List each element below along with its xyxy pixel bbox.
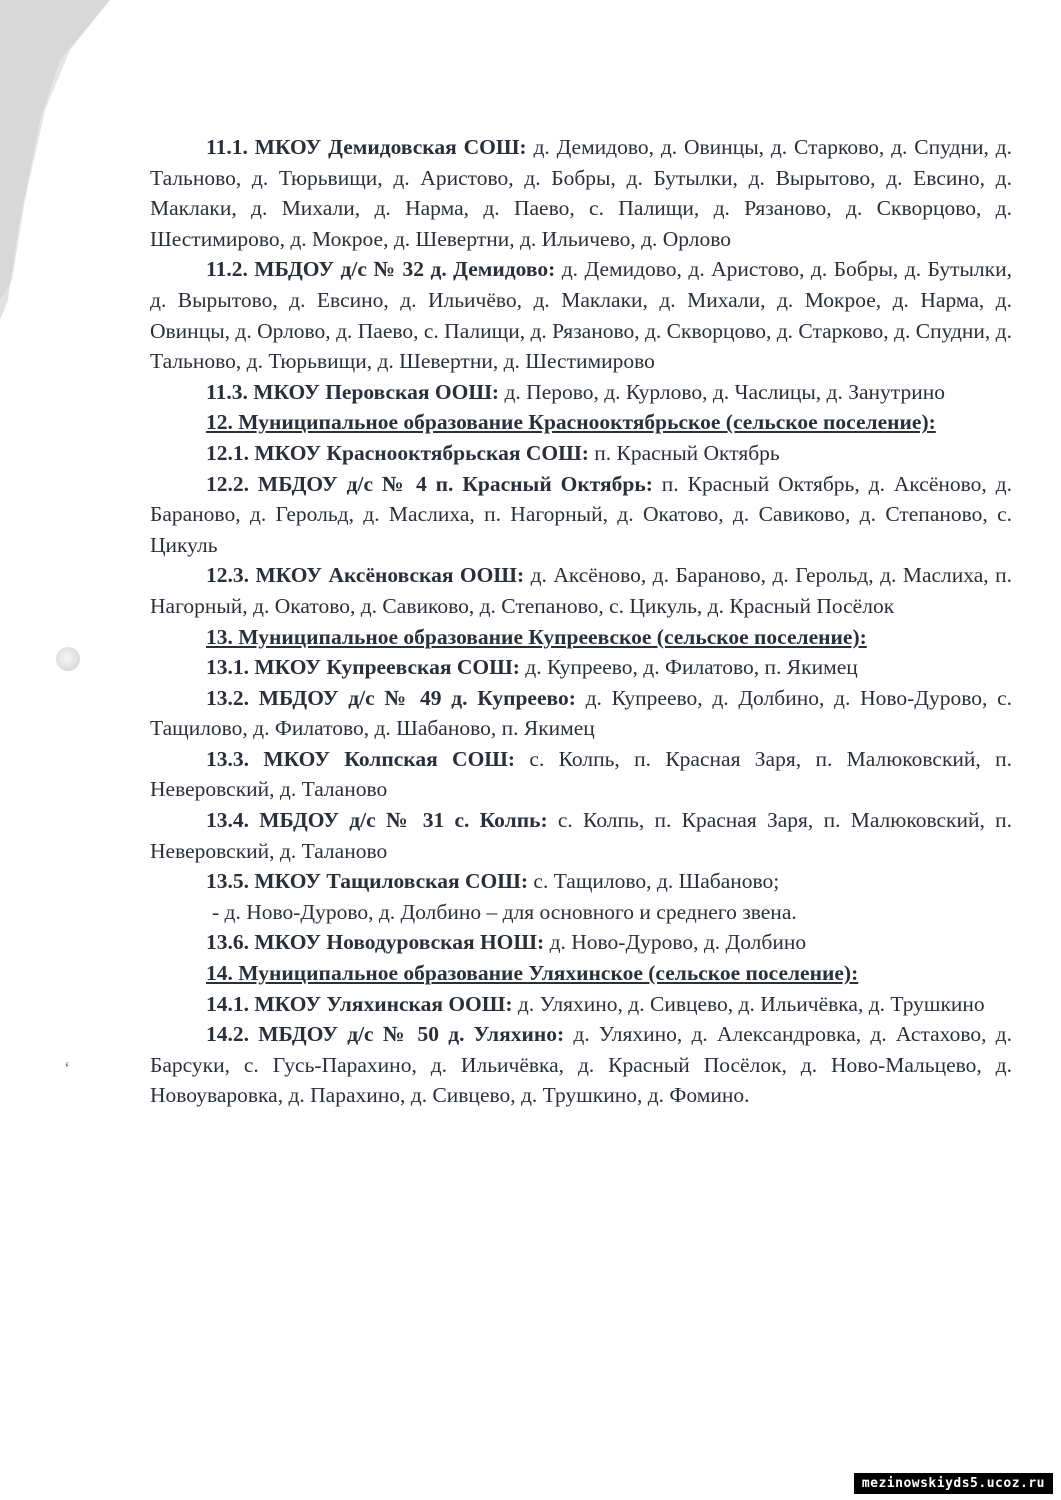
section-heading: [150, 958, 1012, 989]
institution-name: 12.1. МКОУ Краснооктябрьская СОШ:: [206, 440, 589, 465]
punch-hole-upper: [56, 647, 80, 671]
institution-entry: [150, 438, 1012, 469]
institution-entry: [150, 744, 1012, 805]
scan-mark: ʻ: [64, 1058, 70, 1078]
institution-name: 12.3. МКОУ Аксёновская ООШ:: [206, 563, 525, 588]
settlement-list: п. Красный Октябрь, д. Аксёново, д. Бараново, д. Герольд, д. Маслиха, п. Нагорный, д. Окатово, д. Савиково, д. Степаново, с. Цикуль: [150, 471, 1012, 557]
institution-name: 11.2. МБДОУ д/с № 32 д. Демидово:: [206, 257, 556, 282]
settlement-list: д. Аксёново, д. Бараново, д. Герольд, д. Маслиха, п. Нагорный, д. Окатово, д. Савиково, д. Степаново, с. Цикуль, д. Красный Посёлок: [150, 563, 1012, 618]
section-heading-text: 14. Муниципальное образование Уляхинское (сельское поселение):: [206, 961, 859, 986]
institution-name: 12.2. МБДОУ д/с № 4 п. Красный Октябрь:: [206, 471, 653, 496]
settlement-list: с. Тащилово, д. Шабаново;: [528, 869, 780, 894]
settlement-list: с. Колпь, п. Красная Заря, п. Малюковский, п. Неверовский, д. Таланово: [150, 808, 1012, 863]
institution-entry: [150, 652, 1012, 683]
entry-note: - д. Ново-Дурово, д. Долбино – для основного и среднего звена.: [212, 899, 797, 924]
section-heading: [150, 407, 1012, 438]
institution-name: 13.2. МБДОУ д/с № 49 д. Купреево:: [206, 685, 576, 710]
institution-entry: [150, 377, 1012, 408]
institution-entry: [150, 866, 1012, 897]
section-heading: [150, 622, 1012, 653]
institution-entry: [150, 927, 1012, 958]
settlement-list: д. Купреево, д. Долбино, д. Ново-Дурово, с. Тащилово, д. Филатово, д. Шабаново, п. Якимец: [150, 685, 1012, 741]
settlement-list: д. Демидово, д. Овинцы, д. Старково, д. Спудни, д. Тальново, д. Тюрьвищи, д. Аристово, д. Бобры, д. Бутылки, д. Вырытово, д. Евсино, д. Маклаки, д. Михали, д. Нарма, д. Паево, с. Палищи, д. Рязаново, д. Скворцово, д. Шестимирово, д. Мокрое, д. Шевертни, д. Ильичево, д. Орлово: [150, 135, 1012, 251]
section-heading-text: 13. Муниципальное образование Купреевское (сельское поселение):: [206, 624, 867, 649]
settlement-list: д. Уляхино, д. Сивцево, д. Ильичёвка, д. Трушкино: [512, 991, 985, 1016]
settlement-list: д. Ново-Дурово, д. Долбино: [544, 930, 807, 955]
document-body: [150, 132, 1012, 1111]
institution-entry: [150, 989, 1012, 1020]
institution-name: 14.1. МКОУ Уляхинская ООШ:: [206, 991, 513, 1016]
institution-name: 13.6. МКОУ Новодуровская НОШ:: [206, 930, 545, 955]
institution-entry: [150, 683, 1012, 744]
institution-entry: [150, 254, 1012, 376]
institution-entry: [150, 469, 1012, 561]
settlement-list: п. Красный Октябрь: [588, 440, 780, 465]
institution-name: 13.3. МКОУ Колпская СОШ:: [206, 746, 516, 771]
institution-name: 13.4. МБДОУ д/с № 31 с. Колпь:: [206, 808, 548, 833]
institution-entry: [150, 132, 1012, 254]
institution-name: 14.2. МБДОУ д/с № 50 д. Уляхино:: [206, 1022, 565, 1047]
institution-entry: [150, 805, 1012, 866]
settlement-list: д. Перово, д. Курлово, д. Часлицы, д. Занутрино: [499, 379, 945, 404]
site-watermark: mezinowskiyds5.ucoz.ru: [854, 1473, 1053, 1494]
institution-name: 11.3. МКОУ Перовская ООШ:: [206, 379, 500, 404]
institution-entry: [150, 560, 1012, 621]
institution-name: 13.1. МКОУ Купреевская СОШ:: [206, 655, 520, 680]
settlement-list: д. Уляхино, д. Александровка, д. Астахово, д. Барсуки, с. Гусь-Парахино, д. Ильичёвка, д. Красный Посёлок, д. Ново-Мальцево, д. Новоуваровка, д. Парахино, д. Сивцево, д. Трушкино, д. Фомино.: [150, 1022, 1012, 1108]
settlement-list: д. Купреево, д. Филатово, п. Якимец: [519, 655, 858, 680]
section-heading-text: 12. Муниципальное образование Краснооктябрьское (сельское поселение):: [206, 410, 936, 435]
institution-name: 11.1. МКОУ Демидовская СОШ:: [206, 135, 527, 159]
settlement-list: с. Колпь, п. Красная Заря, п. Малюковский, п. Неверовский, д. Таланово: [150, 746, 1012, 802]
institution-entry: [150, 1019, 1012, 1111]
settlement-list: д. Демидово, д. Аристово, д. Бобры, д. Бутылки, д. Вырытово, д. Евсино, д. Ильичёво, д. Маклаки, д. Михали, д. Мокрое, д. Нарма, д. Овинцы, д. Орлово, д. Паево, с. Палищи, д. Рязаново, д. Скворцово, д. Старково, д. Спудни, д. Тальново, д. Тюрьвищи, д. Шевертни, д. Шестимирово: [150, 257, 1012, 374]
institution-name: 13.5. МКОУ Тащиловская СОШ:: [206, 869, 529, 894]
